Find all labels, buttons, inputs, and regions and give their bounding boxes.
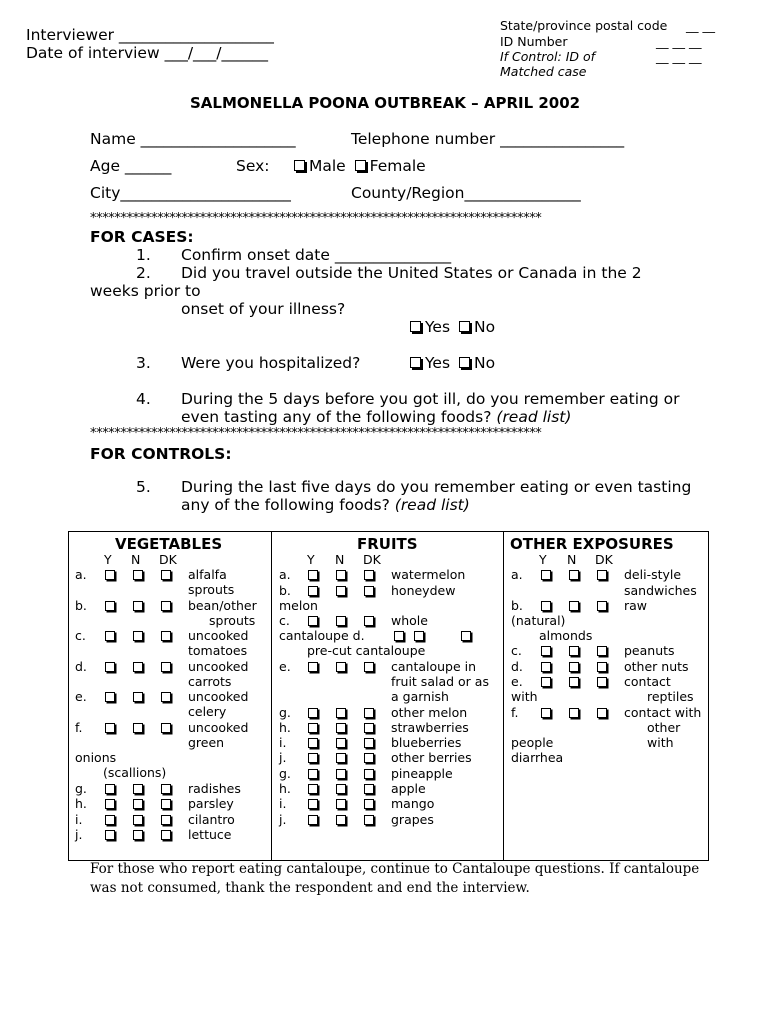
veg-row-8-dk-checkbox[interactable] (161, 815, 171, 825)
column-divider (271, 532, 272, 860)
date-of-interview-field: Date of interview ___/___/______ (26, 44, 269, 62)
matched-case-label: Matched case (500, 64, 587, 79)
q4-read-list: (read list) (496, 408, 572, 426)
fruit-row-item-cont: melon (279, 598, 318, 613)
veg-row-8-no-checkbox[interactable] (133, 815, 143, 825)
q3-yes-label: Yes (425, 354, 451, 372)
fruit-row-letter: j. (279, 750, 287, 765)
male-label: Male (309, 157, 346, 175)
fruit-c-no-checkbox[interactable] (336, 616, 346, 626)
telephone-field: Telephone number ________________ (351, 130, 625, 148)
other-b-no-checkbox[interactable] (569, 601, 579, 611)
age-field: Age ______ (90, 157, 172, 175)
veg-row-3-yes-checkbox[interactable] (105, 662, 115, 672)
state-code-label: State/province postal code (500, 18, 668, 33)
veg-row-4-yes-checkbox[interactable] (105, 692, 115, 702)
other-c-yes-checkbox[interactable] (541, 646, 551, 656)
veg-scallions-text: (scallions) (103, 765, 167, 780)
fruit-row-0-no-checkbox[interactable] (336, 708, 346, 718)
veg-row-9-no-checkbox[interactable] (133, 830, 143, 840)
veg-row-1-yes-checkbox[interactable] (105, 601, 115, 611)
other-f-yes-checkbox[interactable] (541, 708, 551, 718)
fruit-row-3-no-checkbox[interactable] (336, 753, 346, 763)
veg-row-2-yes-checkbox[interactable] (105, 631, 115, 641)
veg-row-letter: j. (75, 827, 83, 842)
separator-line: ************************************************************************** (90, 211, 542, 226)
veg-row-5-yes-checkbox[interactable] (105, 723, 115, 733)
veg-row-9-dk-checkbox[interactable] (161, 830, 171, 840)
page-title: SALMONELLA POONA OUTBREAK – APRIL 2002 (190, 94, 581, 112)
other-d-dk-checkbox[interactable] (597, 662, 607, 672)
fruit-row-3-dk-checkbox[interactable] (364, 753, 374, 763)
fruit-row-letter: g. (279, 766, 291, 781)
q2-text-cont2: onset of your illness? (181, 300, 346, 318)
q3-number: 3. (136, 354, 151, 372)
other-row-item-cont: (natural) (511, 613, 566, 628)
fruit-n-header: N (335, 552, 345, 567)
veg-row-item-cont: sprouts (188, 582, 235, 597)
q5-number: 5. (136, 478, 151, 496)
q4-text-cont (181, 408, 571, 426)
veg-row-9-yes-checkbox[interactable] (105, 830, 115, 840)
id-number-label: ID Number (500, 34, 568, 49)
veg-row-item: lettuce (188, 827, 232, 842)
veg-row-item: radishes (188, 781, 241, 796)
other-d-yes-checkbox[interactable] (541, 662, 551, 672)
other-a-dk-checkbox[interactable] (597, 570, 607, 580)
veg-dk-header: DK (159, 552, 177, 567)
other-row-item-cont: reptiles (647, 689, 694, 704)
fruit-c-yes-checkbox[interactable] (308, 616, 318, 626)
q2-yes-label: Yes (425, 318, 451, 336)
q3-text: Were you hospitalized? (181, 354, 361, 372)
control-id-blank: __ __ __ (656, 49, 702, 64)
veg-row-letter: g. (75, 781, 87, 796)
other-row-item-cont: almonds (539, 628, 593, 643)
fruit-row-item: other berries (391, 750, 472, 765)
veg-row-item: parsley (188, 796, 234, 811)
fruit-row-letter: i. (279, 796, 287, 811)
veg-row-0-no-checkbox[interactable] (133, 570, 143, 580)
fruit-row-6-no-checkbox[interactable] (336, 799, 346, 809)
female-checkbox[interactable] (355, 160, 366, 171)
q3-yes-checkbox[interactable] (410, 357, 421, 368)
q5-text: During the last five days do you remember eating or even tasting (181, 478, 692, 496)
fruit-row-1-no-checkbox[interactable] (336, 723, 346, 733)
fruit-row-2-dk-checkbox[interactable] (364, 738, 374, 748)
fruit-row-7-dk-checkbox[interactable] (364, 815, 374, 825)
other-row-item-cont: with (647, 735, 674, 750)
fruit-row-7-yes-checkbox[interactable] (308, 815, 318, 825)
other-row-item-cont: sandwiches (624, 583, 697, 598)
sex-options (294, 157, 426, 175)
veg-row-item: uncooked (188, 689, 249, 704)
fruit-a-yes-checkbox[interactable] (308, 570, 318, 580)
fruit-e-dk-checkbox[interactable] (364, 662, 374, 672)
column-divider (503, 532, 504, 860)
fruit-row-item: mango (391, 796, 435, 811)
other-d-no-checkbox[interactable] (569, 662, 579, 672)
q5-text-cont-main: any of the following foods? (181, 496, 390, 514)
veg-row-letter: h. (75, 796, 87, 811)
veg-row-letter: e. (75, 689, 87, 704)
other-row-letter: c. (511, 643, 522, 658)
veg-row-6-yes-checkbox[interactable] (105, 784, 115, 794)
vegetables-heading: VEGETABLES (115, 535, 223, 553)
veg-row-letter: i. (75, 812, 83, 827)
fruit-row-item: grapes (391, 812, 434, 827)
veg-row-0-yes-checkbox[interactable] (105, 570, 115, 580)
veg-y-header: Y (104, 552, 112, 567)
fruit-e-no-checkbox[interactable] (336, 662, 346, 672)
other-row-item-cont: with (511, 689, 538, 704)
fruit-row-0-dk-checkbox[interactable] (364, 708, 374, 718)
name-field: Name ____________________ (90, 130, 296, 148)
fruit-row-letter: a. (279, 567, 291, 582)
fruit-a-no-checkbox[interactable] (336, 570, 346, 580)
veg-row-7-no-checkbox[interactable] (133, 799, 143, 809)
veg-row-5-no-checkbox[interactable] (133, 723, 143, 733)
other-row-item-cont: diarrhea (511, 750, 564, 765)
fruit-d-yes-checkbox[interactable] (394, 631, 404, 641)
cases-heading: FOR CASES: (90, 228, 194, 246)
fruit-row-item-cont: pre-cut cantaloupe (307, 643, 426, 658)
id-number-blank: __ __ __ (656, 34, 702, 49)
other-e-no-checkbox[interactable] (569, 677, 579, 687)
fruit-row-4-yes-checkbox[interactable] (308, 769, 318, 779)
veg-row-letter: a. (75, 567, 87, 582)
other-c-dk-checkbox[interactable] (597, 646, 607, 656)
city-field: City______________________ (90, 184, 291, 202)
state-code-blank: __ __ (686, 18, 715, 33)
q1-text: Confirm onset date _______________ (181, 246, 452, 264)
q4-number: 4. (136, 390, 151, 408)
fruit-row-letter: j. (279, 812, 287, 827)
veg-row-6-no-checkbox[interactable] (133, 784, 143, 794)
fruit-e-yes-checkbox[interactable] (308, 662, 318, 672)
q2-yes-checkbox[interactable] (410, 321, 421, 332)
veg-row-item: uncooked (188, 628, 249, 643)
veg-row-item: uncooked (188, 659, 249, 674)
other-row-item: deli-style (624, 567, 682, 582)
fruit-row-letter: i. (279, 735, 287, 750)
fruit-row-2-no-checkbox[interactable] (336, 738, 346, 748)
other-row-item: contact (624, 674, 671, 689)
q2-number: 2. (136, 264, 151, 282)
q2-text-cont: weeks prior to (90, 282, 201, 300)
veg-n-header: N (131, 552, 141, 567)
other-a-no-checkbox[interactable] (569, 570, 579, 580)
fruit-row-6-yes-checkbox[interactable] (308, 799, 318, 809)
fruit-row-6-dk-checkbox[interactable] (364, 799, 374, 809)
other-c-no-checkbox[interactable] (569, 646, 579, 656)
q3-no-label: No (473, 354, 496, 372)
fruit-row-letter: e. (279, 659, 291, 674)
q5-text-cont (181, 496, 470, 514)
veg-row-3-dk-checkbox[interactable] (161, 662, 171, 672)
veg-row-item: uncooked (188, 720, 249, 735)
q2-answers (410, 318, 495, 336)
other-row-letter: b. (511, 598, 523, 613)
other-e-dk-checkbox[interactable] (597, 677, 607, 687)
veg-row-8-yes-checkbox[interactable] (105, 815, 115, 825)
veg-row-letter: b. (75, 598, 87, 613)
fruit-row-item: pineapple (391, 766, 453, 781)
veg-row-item-cont: sprouts (209, 613, 256, 628)
fruit-a-dk-checkbox[interactable] (364, 570, 374, 580)
other-row-item: other nuts (624, 659, 689, 674)
veg-row-7-dk-checkbox[interactable] (161, 799, 171, 809)
veg-row-item: bean/other (188, 598, 257, 613)
other-row-item: peanuts (624, 643, 675, 658)
q2-text: Did you travel outside the United States or Canada in the 2 (181, 264, 642, 282)
veg-row-item-cont: tomatoes (188, 643, 248, 658)
q1-number: 1. (136, 246, 151, 264)
fruit-row-4-no-checkbox[interactable] (336, 769, 346, 779)
fruit-d-dk-checkbox[interactable] (461, 631, 471, 641)
fruits-heading: FRUITS (357, 535, 418, 553)
veg-row-4-no-checkbox[interactable] (133, 692, 143, 702)
fruit-row-item: cantaloupe in (391, 659, 477, 674)
fruit-b-dk-checkbox[interactable] (364, 586, 374, 596)
veg-row-1-no-checkbox[interactable] (133, 601, 143, 611)
interviewer-field: Interviewer ____________________ (26, 26, 274, 44)
other-b-yes-checkbox[interactable] (541, 601, 551, 611)
veg-row-item-cont: carrots (188, 674, 232, 689)
other-f-no-checkbox[interactable] (569, 708, 579, 718)
fruit-row-0-yes-checkbox[interactable] (308, 708, 318, 718)
veg-row-item-cont: green (188, 735, 225, 750)
fruit-row-4-dk-checkbox[interactable] (364, 769, 374, 779)
veg-row-7-yes-checkbox[interactable] (105, 799, 115, 809)
fruit-row-2-yes-checkbox[interactable] (308, 738, 318, 748)
other-row-letter: d. (511, 659, 523, 674)
fruit-row-letter: g. (279, 705, 291, 720)
fruit-row-item-cont: fruit salad or as (391, 674, 489, 689)
county-field: County/Region_______________ (351, 184, 581, 202)
fruit-d-no-checkbox[interactable] (414, 631, 424, 641)
fruit-row-7-no-checkbox[interactable] (336, 815, 346, 825)
other-row-letter: a. (511, 567, 523, 582)
other-row-item-cont: people (511, 735, 554, 750)
veg-row-letter: c. (75, 628, 86, 643)
fruit-row-1-dk-checkbox[interactable] (364, 723, 374, 733)
other-row-item: contact with (624, 705, 702, 720)
veg-row-6-dk-checkbox[interactable] (161, 784, 171, 794)
other-exposures-heading: OTHER EXPOSURES (510, 535, 674, 553)
veg-row-letter: f. (75, 720, 83, 735)
q2-no-label: No (473, 318, 496, 336)
footer-instructions: For those who report eating cantaloupe, continue to Cantaloupe questions. If cantaloupe was not consumed, thank the respondent and end the interview. (90, 861, 700, 896)
other-y-header: Y (539, 552, 547, 567)
fruit-row-1-yes-checkbox[interactable] (308, 723, 318, 733)
other-a-yes-checkbox[interactable] (541, 570, 551, 580)
fruit-row-letter: c. (279, 613, 290, 628)
other-e-yes-checkbox[interactable] (541, 677, 551, 687)
veg-row-item: alfalfa (188, 567, 227, 582)
male-checkbox[interactable] (294, 160, 305, 171)
fruit-row-3-yes-checkbox[interactable] (308, 753, 318, 763)
fruit-row-5-no-checkbox[interactable] (336, 784, 346, 794)
fruit-row-item: whole (391, 613, 428, 628)
other-row-letter: f. (511, 705, 519, 720)
fruit-row-5-dk-checkbox[interactable] (364, 784, 374, 794)
fruit-row-item: honeydew (391, 583, 456, 598)
female-label: Female (369, 157, 426, 175)
separator-line-2: ************************************************************************** (90, 426, 542, 441)
q4-text: During the 5 days before you got ill, do you remember eating or (181, 390, 680, 408)
q3-no-checkbox[interactable] (459, 357, 470, 368)
other-dk-header: DK (595, 552, 613, 567)
fruit-c-dk-checkbox[interactable] (364, 616, 374, 626)
fruit-row-item: watermelon (391, 567, 466, 582)
q3-answers (410, 354, 495, 372)
veg-row-item-cont: celery (188, 704, 227, 719)
other-n-header: N (567, 552, 577, 567)
veg-row-5-dk-checkbox[interactable] (161, 723, 171, 733)
other-row-letter: e. (511, 674, 523, 689)
fruit-row-letter: h. (279, 781, 291, 796)
veg-row-2-no-checkbox[interactable] (133, 631, 143, 641)
fruit-row-item-cont: a garnish (391, 689, 449, 704)
sex-label: Sex: (236, 157, 270, 175)
veg-row-item: cilantro (188, 812, 235, 827)
veg-row-2-dk-checkbox[interactable] (161, 631, 171, 641)
fruit-row-5-yes-checkbox[interactable] (308, 784, 318, 794)
fruit-row-item: apple (391, 781, 426, 796)
controls-heading: FOR CONTROLS: (90, 445, 232, 463)
fruit-row-item: blueberries (391, 735, 462, 750)
other-row-item-cont: other (647, 720, 681, 735)
other-b-dk-checkbox[interactable] (597, 601, 607, 611)
veg-row-4-dk-checkbox[interactable] (161, 692, 171, 702)
fruit-b-no-checkbox[interactable] (336, 586, 346, 596)
veg-onions-text: onions (75, 750, 117, 765)
q2-no-checkbox[interactable] (459, 321, 470, 332)
other-row-item: raw (624, 598, 648, 613)
control-id-label: If Control: ID of (500, 49, 596, 64)
q5-read-list: (read list) (394, 496, 470, 514)
fruit-dk-header: DK (363, 552, 381, 567)
fruit-row-item-cont: cantaloupe d. (279, 628, 365, 643)
veg-row-0-dk-checkbox[interactable] (161, 570, 171, 580)
food-exposure-table (68, 531, 709, 861)
fruit-row-item: other melon (391, 705, 468, 720)
q4-text-cont-main: even tasting any of the following foods? (181, 408, 492, 426)
veg-row-1-dk-checkbox[interactable] (161, 601, 171, 611)
veg-row-letter: d. (75, 659, 87, 674)
fruit-b-yes-checkbox[interactable] (308, 586, 318, 596)
fruit-row-letter: h. (279, 720, 291, 735)
fruit-row-letter: b. (279, 583, 291, 598)
fruit-row-item: strawberries (391, 720, 469, 735)
veg-row-3-no-checkbox[interactable] (133, 662, 143, 672)
fruit-y-header: Y (307, 552, 315, 567)
other-f-dk-checkbox[interactable] (597, 708, 607, 718)
